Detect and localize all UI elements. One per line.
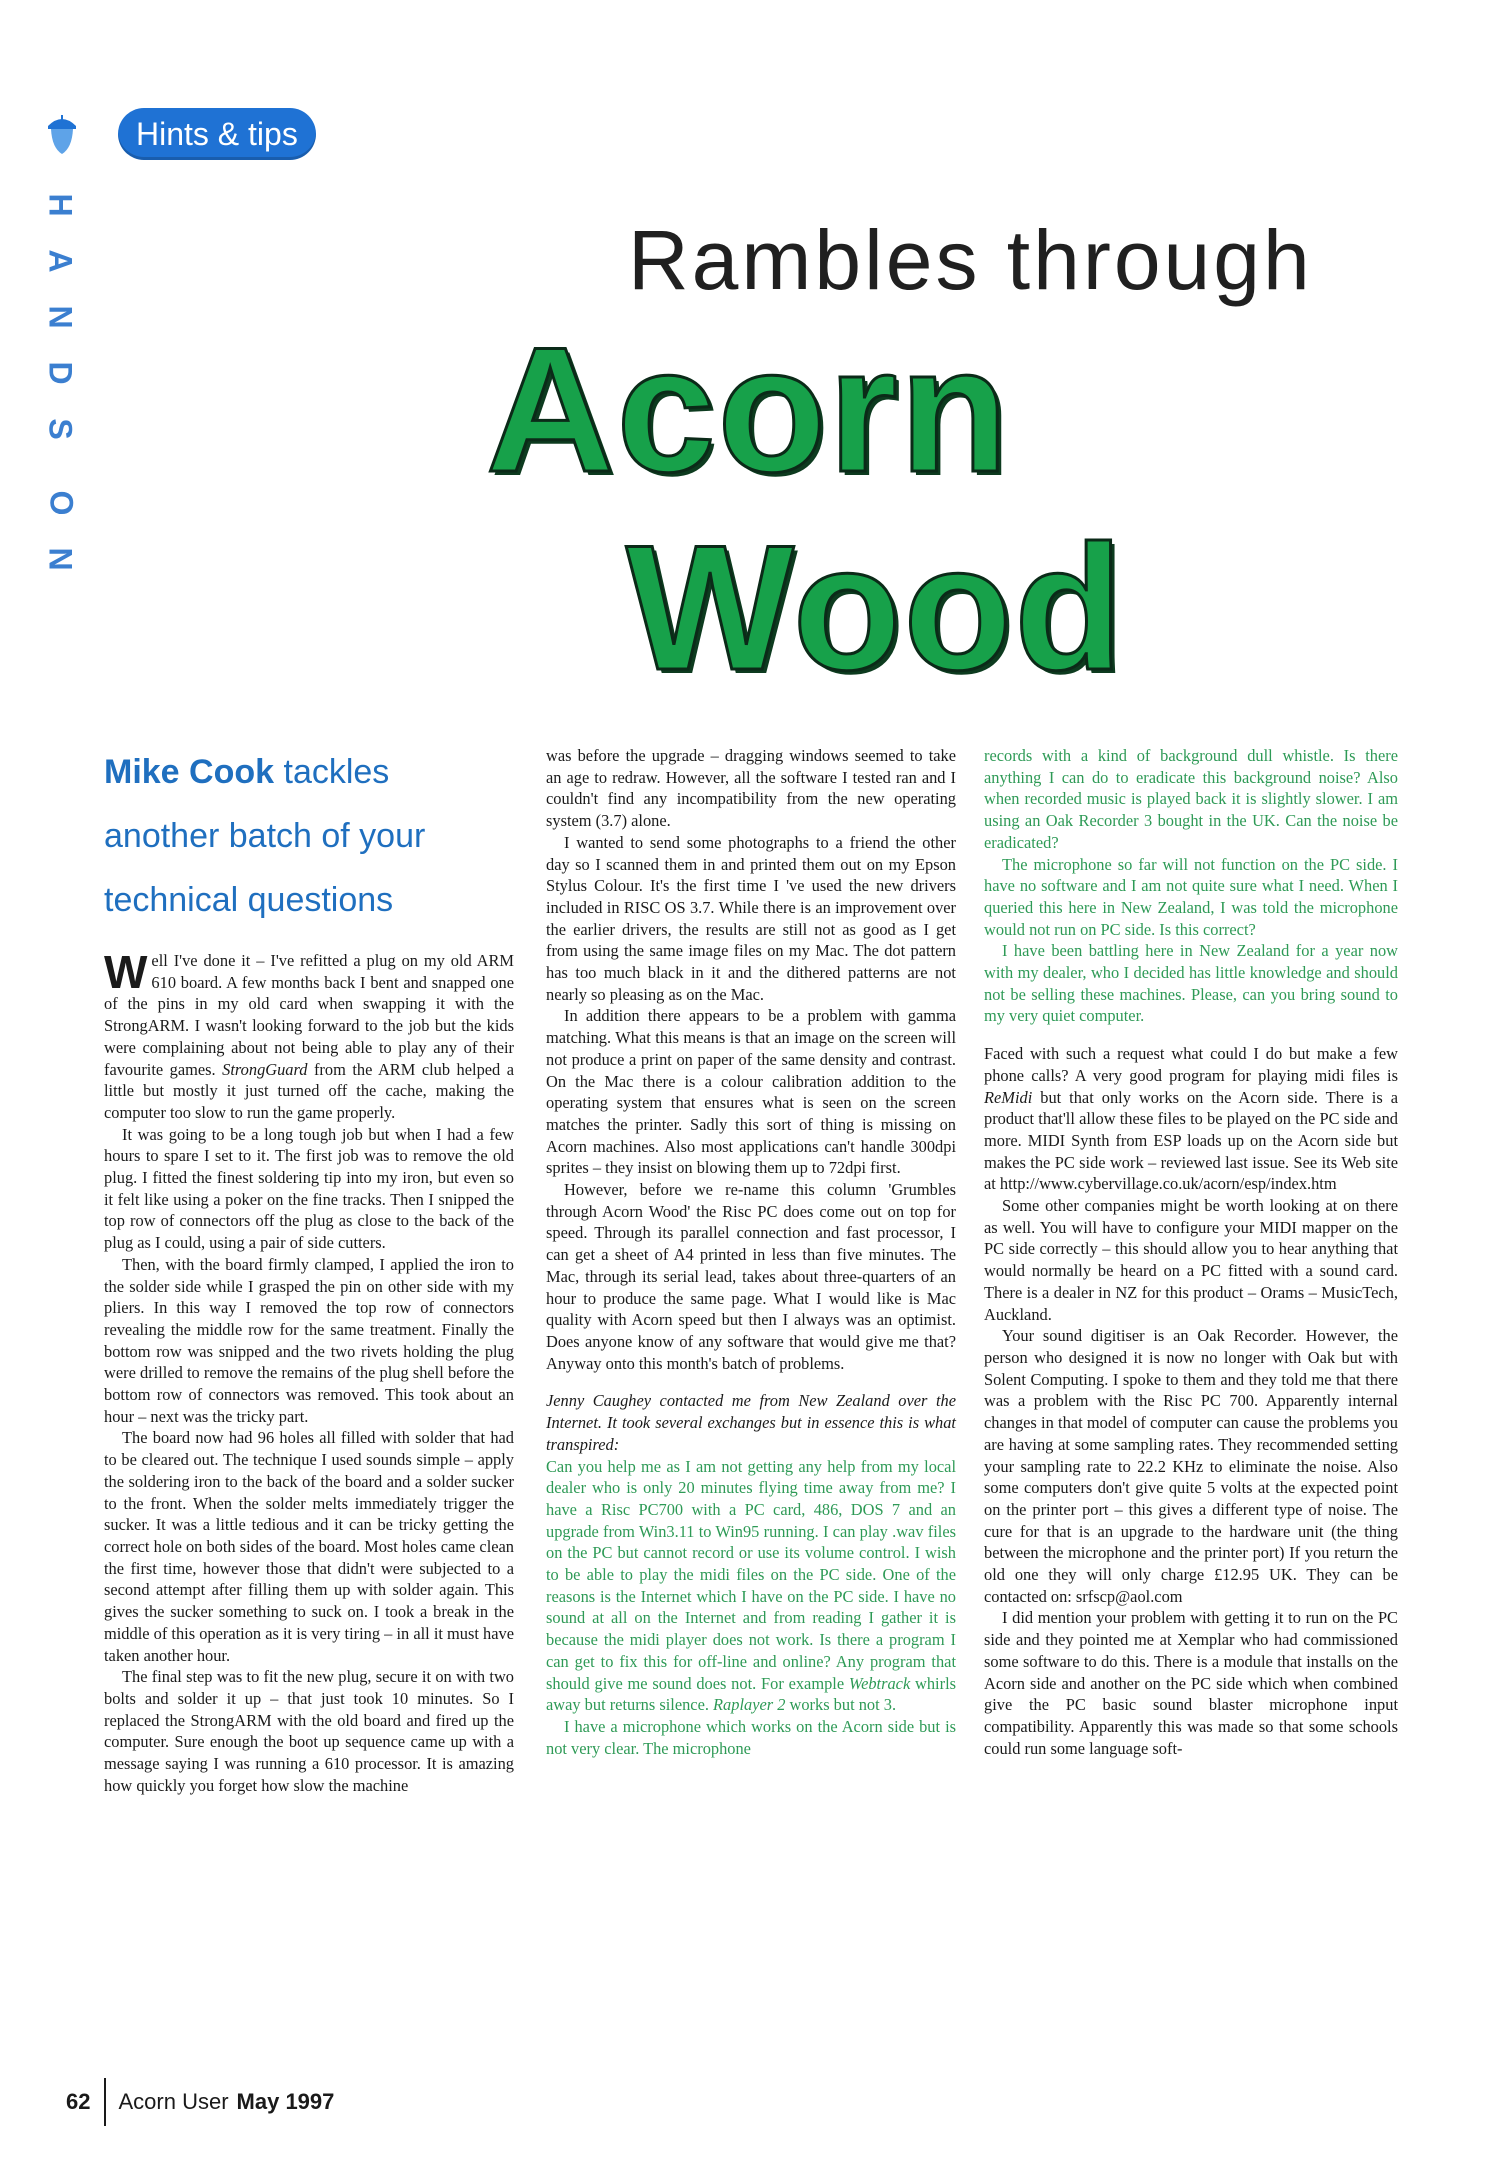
paragraph: However, before we re-name this column 'Grumbles through Acorn Wood' the Risc PC does come out on top for speed. Through its parallel connection and fast processor, I can get a sheet of A4 printed in less than five minutes. The Mac, through its serial lead, takes about three-quarters of an hour to produce the same page. What I would like is Mac quality with Acorn speed but then I always was an optimist. Does anyone know of any software that would give me that? Anyway onto this month's batch of problems. bbox=[546, 1180, 956, 1373]
column-1 bbox=[104, 946, 515, 1796]
reader-letter bbox=[546, 1456, 956, 1716]
text-run: Faced with such a request what could I do but make a few phone calls? A very good program for playing midi files is bbox=[984, 1044, 1398, 1085]
letter-intro: Jenny Caughey contacted me from New Zealand over the Internet. It took several exchanges but in essence this is what transpired: bbox=[546, 1391, 956, 1454]
title-line-3: Wood bbox=[626, 508, 1125, 707]
side-letter: N bbox=[42, 305, 79, 329]
reader-letter: I have been battling here in New Zealand for a year now with my dealer, who I decided has little knowledge and should not be selling these machines. Please, can you bring sound to my very quiet computer. bbox=[984, 941, 1398, 1026]
software-title: Webtrack bbox=[848, 1673, 911, 1693]
title-line-1: Rambles through bbox=[628, 213, 1313, 307]
text-run: but that only works on the Acorn side. There is a product that'll allow these files to be played on the PC side and more. MIDI Synth from ESP loads up on the Acorn side but makes the PC side work – reviewed last issue. See its Web site at http://www.cybervillage.co.uk/acorn/esp/index.htm bbox=[984, 1087, 1398, 1194]
title-line-2: Acorn bbox=[486, 310, 1011, 509]
text-run: Can you help me as I am not getting any help from my local dealer who is only 20 minutes flying time away from me? I have a Risc PC700 with a PC card, 486, DOS 7 and an upgrade from Win3.11 to Win95 running. I can play .wav files on the PC but cannot record or use its volume control. I wish to be able to play the midi files on the PC side. One of the reasons is the Internet which I have on the PC side. I have no sound at all on the Internet and from reading I gather it is because the midi player does not work. Is there a program I can get to fix this for off-line and online? Any program that should give me sound does not. For example bbox=[546, 1456, 956, 1693]
reader-letter: I have a microphone which works on the Acorn side but is not very clear. The microphone bbox=[546, 1716, 956, 1758]
answer-paragraph: I did mention your problem with getting it to run on the PC side and they pointed me at Xemplar who had commissioned some software to do this. There is a module that installs on the Acorn side and another on the PC side which when combined give the PC basic sound blaster microphone input compatibility. Apparently this was made so that some schools could run some language soft- bbox=[984, 1608, 1398, 1758]
software-title: StrongGuard bbox=[222, 1059, 308, 1079]
software-title: Raplayer 2 bbox=[713, 1695, 786, 1715]
acorn-icon bbox=[44, 112, 80, 156]
reader-letter: The microphone so far will not function on the PC side. I have no software and I am not quite sure what I need. When I queried this here in New Zealand, I was told the microphone would not run on PC side. Is this correct? bbox=[984, 854, 1398, 939]
side-letter: D bbox=[42, 361, 79, 385]
side-letter: A bbox=[42, 249, 79, 273]
column-2 bbox=[546, 745, 956, 1759]
side-letter: N bbox=[42, 547, 79, 571]
paragraph bbox=[104, 946, 515, 1124]
software-title: ReMidi bbox=[984, 1087, 1033, 1107]
reader-letter: records with a kind of background dull whistle. Is there anything I can do to eradicate this background noise? Also when recorded music is played back it is slightly slower. I am using an Oak Recorder 3 bought in the UK. Can the noise be eradicated? bbox=[984, 746, 1398, 852]
standfirst-text: tackles another batch of your technical questions bbox=[104, 753, 426, 919]
text-run: ell I've done it – I've refitted a plug on my old ARM 610 board. A few months back I bent and snapped one of the pins in my old card when swapping it with the StrongARM. I wasn't looking forward to the job but the kids were complaining about not being able to play any of their favourite games. bbox=[104, 951, 514, 1079]
standfirst bbox=[104, 740, 434, 932]
paragraph: Then, with the board firmly clamped, I applied the iron to the solder side while I grasped the pin on other side with my pliers. In this way I removed the top row of connectors revealing the middle row for the same treatment. Finally the bottom row was snipped and the two rivets holding the plug were drilled to remove the remains of the plug shell before the bottom row of connectors was removed. This took about an hour – next was the tricky part. bbox=[104, 1254, 514, 1426]
column-3 bbox=[984, 745, 1398, 1759]
issue-date: May 1997 bbox=[236, 2089, 335, 2114]
answer-paragraph bbox=[984, 1043, 1398, 1195]
text-run: whirls away but returns silence. bbox=[546, 1673, 956, 1715]
paragraph: was before the upgrade – dragging windows seemed to take an age to redraw. However, all the software I tested ran and I couldn't find any incompatibility from the new operating system (3.7) alone. bbox=[546, 746, 956, 831]
drop-cap: W bbox=[104, 946, 148, 998]
text-run: from the ARM club helped a little but mostly it just turned off the cache, making the computer too slow to run the game properly. bbox=[104, 1059, 515, 1122]
answer-paragraph: Some other companies might be worth looking at on there as well. You will have to configure your MIDI mapper on the PC side correctly – this should allow you to hear anything that would normally be heard on a PC fitted with a sound card. There is a dealer in NZ for this product – Orams – MusicTech, Auckland. bbox=[984, 1196, 1398, 1324]
side-letter: O bbox=[42, 490, 79, 516]
text-run: works but not 3. bbox=[785, 1695, 897, 1715]
answer-paragraph: Your sound digitiser is an Oak Recorder. However, the person who designed it is now no longer with Oak but with Solent Computing. I spoke to them and they told me that there was a problem with the Risc PC 700. Apparently internal changes in that model of computer can cause the problems you are having at some sampling rates. They recommended setting your sampling rate to 22.2 KHz to eliminate the noise. Also some computers don't give quite 5 volts at the expected point on the printer port – this gives a different type of noise. The cure for that is an upgrade to the hardware unit (the thing between the microphone and the printer port) If you return the old one they will only charge £12.95 UK. They can be contacted on: srfscp@aol.com bbox=[984, 1326, 1398, 1606]
hands-on-side-label bbox=[38, 190, 84, 574]
paragraph: I wanted to send some photographs to a friend the other day so I scanned them in and printed them out on my Epson Stylus Colour. It's the first time I 've used the new drivers included in RISC OS 3.7. While there is an improvement over the earlier drivers, the results are still not as good as I get from using the same image files on my Mac. The dot pattern has too much black in it and the dithered patterns are not nearly so pleasing as on the Mac. bbox=[546, 832, 956, 1004]
section-badge: Hints & tips bbox=[118, 108, 316, 160]
side-letter: H bbox=[42, 193, 79, 217]
paragraph: It was going to be a long tough job but when I had a few hours to spare I set to it. The first job was to remove the old plug. I fitted the finest soldering tip into my iron, but even so it felt like using a poker on the fine tracks. Then I snipped the top row of connectors off the plug as close to the back of the plug as I could, using a pair of side cutters. bbox=[104, 1124, 514, 1253]
page-footer bbox=[66, 2078, 334, 2126]
paragraph: The final step was to fit the new plug, secure it on with two bolts and solder it up – that just took 10 minutes. So I replaced the StrongARM with the old board and fired up the computer. Sure enough the boot up sequence came up with a message saying I was running a 610 processor. It is amazing how quickly you forget how slow the machine bbox=[104, 1667, 514, 1795]
page-number: 62 bbox=[66, 2089, 91, 2114]
author-name: Mike Cook bbox=[104, 753, 275, 791]
paragraph: The board now had 96 holes all filled with solder that had to be cleared out. The technique I used sounds simple – apply the soldering iron to the back of the board and a solder sucker to the front. When the solder melts immediately trigger the sucker. It was a little tedious and it can be tricky getting the correct hole on both sides of the board. Most holes came clean the first time, however those that didn't were subjected to a second attempt after filling them up with solder again. This gives the sucker something to suck on. I took a break in the middle of this operation as it is very tiring – in all it must have taken another hour. bbox=[104, 1428, 514, 1665]
footer-divider bbox=[104, 2078, 106, 2126]
side-letter: S bbox=[43, 418, 79, 440]
magazine-name: Acorn User bbox=[118, 2089, 229, 2114]
paragraph: In addition there appears to be a problem with gamma matching. What this means is that an image on the screen will not produce a print on paper of the same density and contrast. On the Mac there is a colour calibration addition to the operating system that ensures what is seen on the screen matches the printer. Sadly this sort of thing is missing on Acorn machines. Also most applications can't handle 300dpi sprites – they insist on blowing them up to 72dpi first. bbox=[546, 1006, 956, 1178]
